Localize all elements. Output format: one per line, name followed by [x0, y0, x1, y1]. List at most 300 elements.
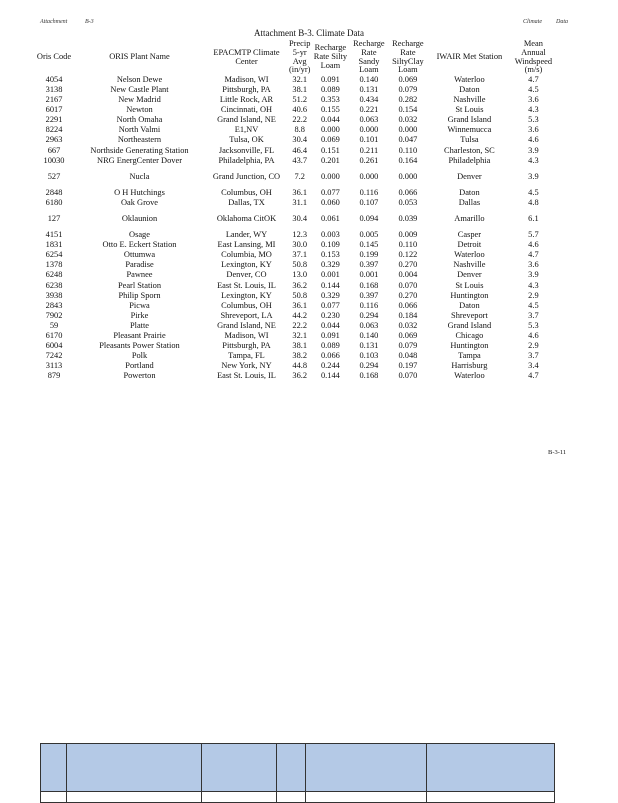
cell-climate-center: Pittsburgh, PA — [222, 341, 271, 351]
cell-precip: 30.4 — [292, 214, 308, 224]
col-header-met-station: IWAIR Met Station — [436, 52, 503, 62]
cell-siltyclay-loam: 0.282 — [398, 95, 418, 105]
bottom-table-cell — [306, 744, 427, 792]
bottom-table-cell — [41, 791, 67, 802]
cell-siltyclay-loam: 0.270 — [398, 260, 418, 270]
cell-precip: 32.1 — [292, 74, 308, 84]
cell-precip: 30.0 — [292, 240, 308, 250]
bottom-form-table — [40, 743, 555, 803]
cell-windspeed: 3.6 — [528, 125, 539, 135]
cell-oris-code: 7242 — [45, 351, 63, 361]
cell-windspeed: 4.5 — [528, 300, 539, 310]
cell-precip: 50.8 — [292, 290, 308, 300]
cell-precip: 44.8 — [292, 361, 308, 371]
cell-precip: 50.8 — [292, 260, 308, 270]
cell-windspeed: 4.5 — [528, 187, 539, 197]
cell-silty-loam: 0.144 — [320, 371, 340, 381]
cell-windspeed: 4.3 — [528, 280, 539, 290]
cell-climate-center: East St. Louis, IL — [217, 371, 276, 381]
cell-precip: 22.2 — [292, 320, 308, 330]
cell-climate-center: Columbus, OH — [221, 300, 272, 310]
cell-sandy-loam: 0.103 — [359, 351, 379, 361]
cell-silty-loam: 0.151 — [320, 145, 340, 155]
cell-met-station: Harrisburg — [451, 361, 488, 371]
cell-climate-center: Little Rock, AR — [219, 95, 274, 105]
table-row — [34, 291, 555, 301]
cell-plant-name: North Valmi — [118, 125, 161, 135]
cell-sandy-loam: 0.063 — [359, 115, 379, 125]
cell-precip: 38.1 — [292, 341, 308, 351]
cell-silty-loam: 0.000 — [320, 171, 340, 181]
cell-windspeed: 4.7 — [528, 250, 539, 260]
header-attachment-id: B-3 — [85, 19, 94, 25]
cell-windspeed: 3.7 — [528, 310, 539, 320]
table-row — [34, 362, 555, 372]
cell-met-station: St Louis — [455, 105, 484, 115]
cell-sandy-loam: 0.063 — [359, 320, 379, 330]
cell-oris-code: 879 — [47, 371, 61, 381]
table-row — [34, 321, 555, 331]
cell-silty-loam: 0.244 — [320, 361, 340, 371]
cell-siltyclay-loam: 0.197 — [398, 361, 418, 371]
cell-plant-name: Oklaunion — [121, 214, 158, 224]
cell-silty-loam: 0.061 — [320, 214, 340, 224]
cell-windspeed: 3.4 — [528, 361, 539, 371]
table-row — [34, 126, 555, 136]
cell-climate-center: Grand Island, NE — [217, 115, 276, 125]
cell-plant-name: New Madrid — [118, 95, 161, 105]
table-title: Attachment B-3. Climate Data — [254, 28, 364, 38]
cell-sandy-loam: 0.131 — [359, 341, 379, 351]
cell-climate-center: Pittsburgh, PA — [222, 84, 271, 94]
cell-siltyclay-loam: 0.069 — [398, 331, 418, 341]
cell-oris-code: 2291 — [45, 115, 63, 125]
col-header-silty-loam: Recharge Rate Silty Loam — [313, 43, 348, 71]
cell-windspeed: 2.9 — [528, 290, 539, 300]
cell-precip: 40.6 — [292, 105, 308, 115]
cell-siltyclay-loam: 0.110 — [398, 145, 418, 155]
cell-plant-name: Pirke — [130, 310, 149, 320]
cell-siltyclay-loam: 0.048 — [398, 351, 418, 361]
cell-plant-name: Pearl Station — [117, 280, 162, 290]
cell-oris-code: 6017 — [45, 105, 63, 115]
cell-climate-center: Dallas, TX — [228, 197, 265, 207]
cell-plant-name: Otto E. Eckert Station — [102, 240, 177, 250]
cell-precip: 31.1 — [292, 197, 308, 207]
cell-plant-name: Polk — [131, 351, 148, 361]
cell-windspeed: 5.3 — [528, 115, 539, 125]
cell-windspeed: 4.6 — [528, 240, 539, 250]
cell-climate-center: Tampa, FL — [228, 351, 265, 361]
cell-windspeed: 3.6 — [528, 260, 539, 270]
cell-climate-center: Cincinnati, OH — [220, 105, 273, 115]
cell-plant-name: Pleasants Power Station — [99, 341, 180, 351]
table-row — [34, 85, 555, 95]
cell-oris-code: 2843 — [45, 300, 63, 310]
cell-sandy-loam: 0.199 — [359, 250, 379, 260]
cell-met-station: Daton — [459, 84, 480, 94]
cell-met-station: Chicago — [455, 331, 484, 341]
bottom-table-cell — [306, 791, 427, 802]
cell-sandy-loam: 0.397 — [359, 290, 379, 300]
cell-precip: 43.7 — [292, 155, 308, 165]
cell-siltyclay-loam: 0.000 — [398, 125, 418, 135]
bottom-table-cell — [277, 744, 306, 792]
cell-sandy-loam: 0.000 — [359, 125, 379, 135]
cell-silty-loam: 0.000 — [320, 125, 340, 135]
cell-met-station: Waterloo — [454, 250, 485, 260]
cell-siltyclay-loam: 0.066 — [398, 300, 418, 310]
cell-windspeed: 4.7 — [528, 371, 539, 381]
cell-met-station: St Louis — [455, 280, 484, 290]
cell-windspeed: 4.8 — [528, 197, 539, 207]
cell-oris-code: 3938 — [45, 290, 63, 300]
cell-windspeed: 2.9 — [528, 341, 539, 351]
cell-precip: 36.2 — [292, 371, 308, 381]
cell-oris-code: 7902 — [45, 310, 63, 320]
cell-plant-name: Northeastern — [117, 135, 162, 145]
cell-silty-loam: 0.060 — [320, 197, 340, 207]
cell-precip: 22.2 — [292, 115, 308, 125]
cell-silty-loam: 0.091 — [320, 74, 340, 84]
cell-sandy-loam: 0.131 — [359, 84, 379, 94]
table-row — [34, 188, 555, 198]
cell-windspeed: 3.6 — [528, 95, 539, 105]
cell-siltyclay-loam: 0.069 — [398, 74, 418, 84]
cell-windspeed: 5.3 — [528, 320, 539, 330]
cell-oris-code: 127 — [47, 214, 61, 224]
bottom-table-cell — [67, 744, 202, 792]
cell-windspeed: 3.9 — [528, 145, 539, 155]
cell-met-station: Tulsa — [460, 135, 479, 145]
cell-oris-code: 59 — [49, 320, 59, 330]
cell-sandy-loam: 0.140 — [359, 74, 379, 84]
cell-siltyclay-loam: 0.164 — [398, 155, 418, 165]
cell-met-station: Detroit — [457, 240, 482, 250]
cell-plant-name: Powerton — [123, 371, 156, 381]
bottom-table-header-band — [41, 744, 555, 792]
cell-met-station: Denver — [457, 270, 482, 280]
cell-plant-name: Newton — [126, 105, 153, 115]
cell-oris-code: 2963 — [45, 135, 63, 145]
col-header-precip: Precip 5-yr Avg (in/yr) — [289, 39, 311, 75]
cell-windspeed: 4.3 — [528, 155, 539, 165]
cell-met-station: Shreveport — [451, 310, 488, 320]
table-row — [34, 281, 555, 291]
cell-climate-center: Lexington, KY — [221, 260, 272, 270]
cell-silty-loam: 0.329 — [320, 260, 340, 270]
cell-oris-code: 1831 — [45, 240, 63, 250]
cell-precip: 36.1 — [292, 187, 308, 197]
bottom-table-cell — [41, 744, 67, 792]
cell-precip: 38.2 — [292, 351, 308, 361]
cell-precip: 13.0 — [292, 270, 308, 280]
bottom-table-cell — [67, 791, 202, 802]
cell-precip: 38.1 — [292, 84, 308, 94]
table-row — [34, 172, 555, 182]
cell-silty-loam: 0.201 — [320, 155, 340, 165]
cell-silty-loam: 0.144 — [320, 280, 340, 290]
col-header-windspeed: Mean Annual Windspeed (m/s) — [514, 39, 553, 75]
table-row — [34, 230, 555, 240]
cell-siltyclay-loam: 0.000 — [398, 171, 418, 181]
table-row — [34, 271, 555, 281]
cell-met-station: Nashville — [453, 95, 486, 105]
cell-plant-name: NRG EnergCenter Dover — [97, 155, 182, 165]
cell-sandy-loam: 0.397 — [359, 260, 379, 270]
table-row — [34, 75, 555, 85]
cell-siltyclay-loam: 0.122 — [398, 250, 418, 260]
cell-silty-loam: 0.153 — [320, 250, 340, 260]
cell-climate-center: Madison, WI — [224, 74, 269, 84]
cell-sandy-loam: 0.116 — [359, 187, 379, 197]
cell-oris-code: 4054 — [45, 74, 63, 84]
table-row — [34, 241, 555, 251]
cell-oris-code: 4151 — [45, 230, 63, 240]
cell-plant-name: Nucla — [129, 171, 150, 181]
climate-data-table — [34, 40, 555, 382]
cell-plant-name: Platte — [129, 320, 150, 330]
table-header-row — [34, 40, 555, 75]
cell-sandy-loam: 0.101 — [359, 135, 379, 145]
cell-plant-name: Northside Generating Station — [90, 145, 189, 155]
cell-plant-name: Paradise — [125, 260, 154, 270]
cell-sandy-loam: 0.005 — [359, 230, 379, 240]
cell-windspeed: 6.1 — [528, 214, 539, 224]
cell-plant-name: North Omaha — [116, 115, 163, 125]
cell-met-station: Huntington — [450, 341, 489, 351]
cell-climate-center: Philadelphia, PA — [218, 155, 275, 165]
cell-met-station: Nashville — [453, 260, 486, 270]
cell-windspeed: 4.6 — [528, 331, 539, 341]
cell-climate-center: Lexington, KY — [221, 290, 272, 300]
cell-siltyclay-loam: 0.110 — [398, 240, 418, 250]
cell-plant-name: Osage — [129, 230, 150, 240]
cell-oris-code: 527 — [47, 171, 61, 181]
cell-silty-loam: 0.089 — [320, 341, 340, 351]
cell-plant-name: Pleasant Prairie — [113, 331, 166, 341]
cell-siltyclay-loam: 0.032 — [398, 320, 418, 330]
page-number: B-3-11 — [548, 449, 567, 456]
cell-siltyclay-loam: 0.032 — [398, 115, 418, 125]
cell-oris-code: 667 — [47, 145, 61, 155]
cell-windspeed: 4.3 — [528, 105, 539, 115]
cell-met-station: Waterloo — [454, 371, 485, 381]
cell-met-station: Casper — [457, 230, 482, 240]
cell-windspeed: 4.5 — [528, 84, 539, 94]
cell-siltyclay-loam: 0.047 — [398, 135, 418, 145]
bottom-table-cell — [202, 791, 277, 802]
cell-climate-center: New York, NY — [221, 361, 272, 371]
cell-climate-center: East Lansing, MI — [217, 240, 276, 250]
cell-silty-loam: 0.044 — [320, 115, 340, 125]
cell-climate-center: Lander, WY — [225, 230, 268, 240]
cell-precip: 30.4 — [292, 135, 308, 145]
cell-windspeed: 4.7 — [528, 74, 539, 84]
cell-windspeed: 5.7 — [528, 230, 539, 240]
bottom-table-cell — [427, 744, 555, 792]
cell-precip: 36.2 — [292, 280, 308, 290]
cell-siltyclay-loam: 0.079 — [398, 84, 418, 94]
cell-oris-code: 10030 — [43, 155, 65, 165]
cell-siltyclay-loam: 0.009 — [398, 230, 418, 240]
cell-met-station: Tampa — [458, 351, 481, 361]
cell-precip: 37.1 — [292, 250, 308, 260]
cell-oris-code: 6254 — [45, 250, 63, 260]
cell-precip: 51.2 — [292, 95, 308, 105]
cell-precip: 7.2 — [294, 171, 305, 181]
cell-climate-center: Jacksonville, FL — [218, 145, 275, 155]
cell-met-station: Charleston, SC — [444, 145, 495, 155]
bottom-table-cell — [202, 744, 277, 792]
cell-met-station: Dallas — [458, 197, 481, 207]
col-header-siltyclay-loam: Recharge Rate SiltyClay Loam — [392, 39, 424, 75]
cell-precip: 44.2 — [292, 310, 308, 320]
cell-siltyclay-loam: 0.053 — [398, 197, 418, 207]
cell-plant-name: New Castle Plant — [110, 84, 169, 94]
cell-sandy-loam: 0.294 — [359, 310, 379, 320]
cell-plant-name: Oak Grove — [121, 197, 158, 207]
col-header-oris-code: Oris Code — [36, 52, 72, 62]
bottom-table-row — [41, 791, 555, 802]
cell-windspeed: 3.9 — [528, 270, 539, 280]
cell-sandy-loam: 0.211 — [359, 145, 379, 155]
cell-siltyclay-loam: 0.070 — [398, 371, 418, 381]
cell-siltyclay-loam: 0.039 — [398, 214, 418, 224]
cell-sandy-loam: 0.000 — [359, 171, 379, 181]
cell-oris-code: 6238 — [45, 280, 63, 290]
header-attachment-label: Attachment — [40, 19, 68, 25]
cell-oris-code: 2167 — [45, 95, 63, 105]
cell-windspeed: 4.6 — [528, 135, 539, 145]
cell-met-station: Huntington — [450, 290, 489, 300]
cell-precip: 8.8 — [294, 125, 305, 135]
cell-silty-loam: 0.329 — [320, 290, 340, 300]
cell-silty-loam: 0.003 — [320, 230, 340, 240]
cell-plant-name: Ottumwa — [123, 250, 156, 260]
cell-sandy-loam: 0.116 — [359, 300, 379, 310]
cell-climate-center: Madison, WI — [224, 331, 269, 341]
cell-oris-code: 2848 — [45, 187, 63, 197]
cell-siltyclay-loam: 0.184 — [398, 310, 418, 320]
cell-silty-loam: 0.091 — [320, 331, 340, 341]
cell-silty-loam: 0.109 — [320, 240, 340, 250]
cell-met-station: Philadelphia — [448, 155, 491, 165]
cell-oris-code: 6180 — [45, 197, 63, 207]
cell-climate-center: E1,NV — [234, 125, 259, 135]
cell-silty-loam: 0.353 — [320, 95, 340, 105]
cell-silty-loam: 0.044 — [320, 320, 340, 330]
cell-sandy-loam: 0.168 — [359, 371, 379, 381]
cell-precip: 12.3 — [292, 230, 308, 240]
cell-plant-name: O H Hutchings — [114, 187, 165, 197]
table-row — [34, 116, 555, 126]
cell-sandy-loam: 0.140 — [359, 331, 379, 341]
cell-precip: 32.1 — [292, 331, 308, 341]
cell-oris-code: 1378 — [45, 260, 63, 270]
cell-silty-loam: 0.069 — [320, 135, 340, 145]
cell-silty-loam: 0.077 — [320, 187, 340, 197]
table-row — [34, 95, 555, 105]
cell-climate-center: Shreveport, LA — [220, 310, 273, 320]
cell-climate-center: Columbus, OH — [221, 187, 272, 197]
cell-sandy-loam: 0.145 — [359, 240, 379, 250]
table-row — [34, 156, 555, 166]
cell-met-station: Waterloo — [454, 74, 485, 84]
cell-met-station: Grand Island — [447, 115, 492, 125]
cell-sandy-loam: 0.107 — [359, 197, 379, 207]
cell-met-station: Winnemucca — [447, 125, 492, 135]
cell-climate-center: Oklahoma CitOK — [216, 214, 277, 224]
cell-climate-center: East St. Louis, IL — [217, 280, 276, 290]
cell-sandy-loam: 0.434 — [359, 95, 379, 105]
cell-met-station: Grand Island — [447, 320, 492, 330]
cell-oris-code: 8224 — [45, 125, 63, 135]
cell-plant-name: Nelson Dewe — [116, 74, 163, 84]
cell-siltyclay-loam: 0.070 — [398, 280, 418, 290]
cell-silty-loam: 0.066 — [320, 351, 340, 361]
col-header-climate-center: EPACMTP Climate Center — [213, 47, 280, 66]
cell-climate-center: Tulsa, OK — [229, 135, 264, 145]
table-row — [34, 106, 555, 116]
table-row — [34, 146, 555, 156]
table-row — [34, 261, 555, 271]
bottom-table-cell — [277, 791, 306, 802]
cell-oris-code: 6004 — [45, 341, 63, 351]
cell-met-station: Daton — [459, 187, 480, 197]
cell-met-station: Denver — [457, 171, 482, 181]
cell-oris-code: 6170 — [45, 331, 63, 341]
table-row — [34, 301, 555, 311]
cell-siltyclay-loam: 0.004 — [398, 270, 418, 280]
cell-climate-center: Grand Junction, CO — [212, 171, 281, 181]
cell-silty-loam: 0.230 — [320, 310, 340, 320]
cell-met-station: Daton — [459, 300, 480, 310]
cell-windspeed: 3.7 — [528, 351, 539, 361]
cell-silty-loam: 0.077 — [320, 300, 340, 310]
table-row — [34, 136, 555, 146]
table-row — [34, 331, 555, 341]
cell-plant-name: Portland — [125, 361, 154, 371]
cell-sandy-loam: 0.261 — [359, 155, 379, 165]
table-row — [34, 372, 555, 382]
cell-siltyclay-loam: 0.066 — [398, 187, 418, 197]
cell-sandy-loam: 0.094 — [359, 214, 379, 224]
table-row — [34, 198, 555, 208]
cell-sandy-loam: 0.001 — [359, 270, 379, 280]
cell-precip: 46.4 — [292, 145, 308, 155]
cell-sandy-loam: 0.221 — [359, 105, 379, 115]
cell-climate-center: Grand Island, NE — [217, 320, 276, 330]
cell-plant-name: Picwa — [129, 300, 150, 310]
table-row — [34, 352, 555, 362]
cell-windspeed: 3.9 — [528, 171, 539, 181]
cell-oris-code: 3138 — [45, 84, 63, 94]
cell-plant-name: Philip Sporn — [118, 290, 161, 300]
cell-climate-center: Columbia, MO — [221, 250, 272, 260]
cell-plant-name: Pawnee — [126, 270, 153, 280]
cell-silty-loam: 0.001 — [320, 270, 340, 280]
table-row — [34, 342, 555, 352]
cell-sandy-loam: 0.168 — [359, 280, 379, 290]
col-header-plant-name: ORIS Plant Name — [109, 52, 170, 62]
cell-oris-code: 6248 — [45, 270, 63, 280]
cell-silty-loam: 0.155 — [320, 105, 340, 115]
table-row — [34, 214, 555, 224]
cell-oris-code: 3113 — [45, 361, 63, 371]
cell-sandy-loam: 0.294 — [359, 361, 379, 371]
cell-siltyclay-loam: 0.270 — [398, 290, 418, 300]
